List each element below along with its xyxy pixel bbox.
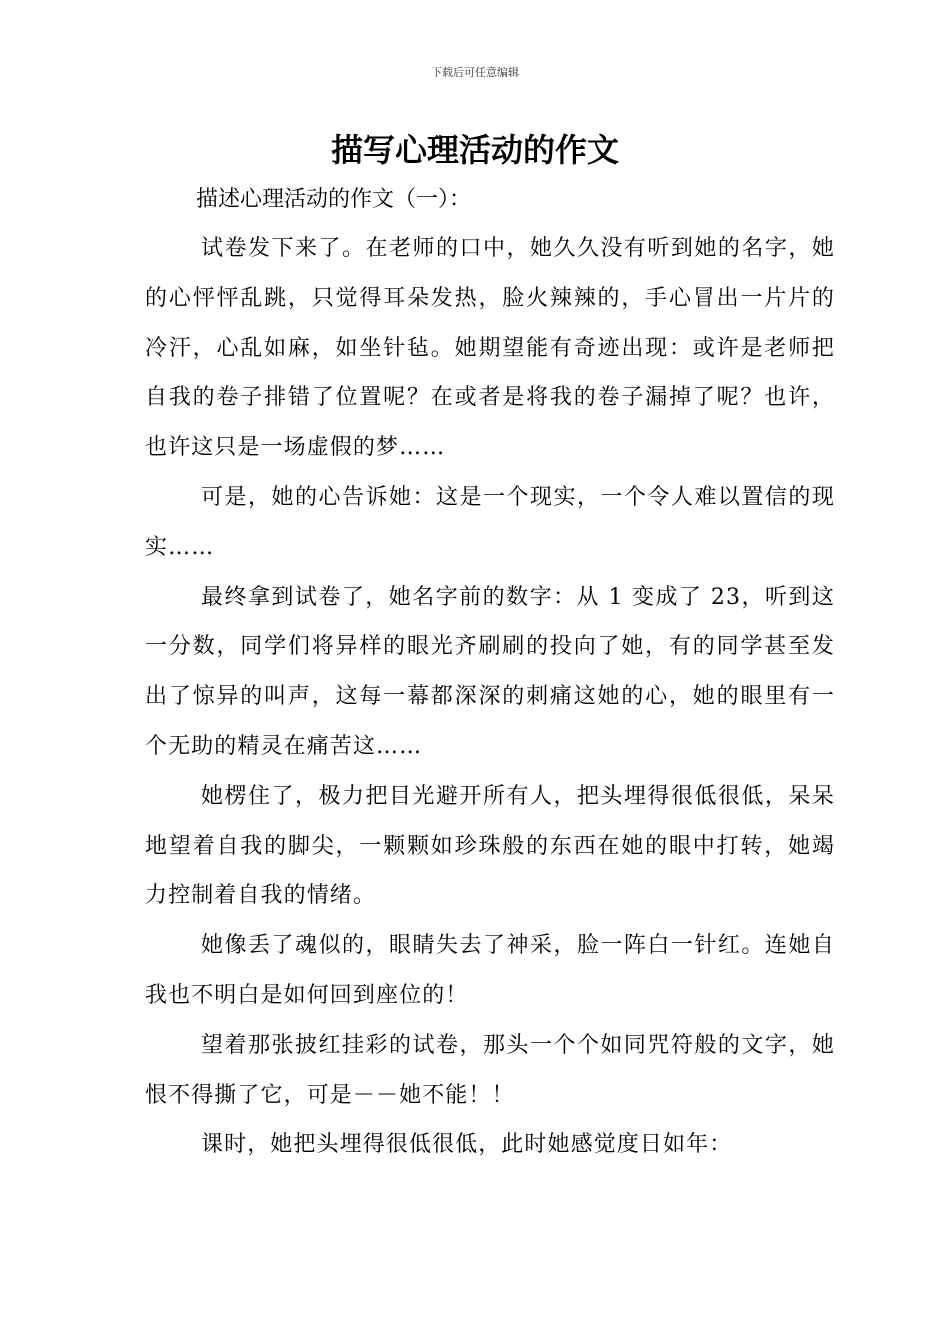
paragraph-4: 她楞住了，极力把目光避开所有人，把头埋得很低很低，呆呆地望着自我的脚尖，一颗颗如珍珠般的东西在她的眼中打转，她竭力控制着自我的情绪。 bbox=[145, 783, 835, 909]
section-subtitle: 描述心理活动的作文（一）： bbox=[196, 187, 472, 212]
essay-body bbox=[145, 224, 835, 1170]
paragraph-7: 课时，她把头埋得很低很低，此时她感觉度日如年： bbox=[201, 1132, 733, 1158]
paragraph-1: 试卷发下来了。在老师的口中，她久久没有听到她的名字，她的心怦怦乱跳，只觉得耳朵发热，脸火辣辣的，手心冒出一片片的冷汗，心乱如麻，如坐针毡。她期望能有奇迹出现：或许是老师把自我的卷子排错了位置呢？在或者是将我的卷子漏掉了呢？也许，也许这只是一场虚假的梦…… bbox=[145, 236, 835, 461]
document-title: 描写心理活动的作文 bbox=[330, 131, 619, 169]
paragraph-5: 她像丢了魂似的，眼睛失去了神采，脸一阵白一针红。连她自我也不明白是如何回到座位的！ bbox=[145, 933, 835, 1008]
paragraph-2: 可是，她的心告诉她：这是一个现实，一个令人难以置信的现实…… bbox=[145, 484, 835, 560]
header-note: 下载后可任意编辑 bbox=[431, 66, 519, 79]
paragraph-3: 最终拿到试卷了，她名字前的数字：从 1 变成了 23，听到这一分数，同学们将异样的眼光齐刷刷的投向了她，有的同学甚至发出了惊异的叫声，这每一幕都深深的刺痛这她的心，她的眼里有一个无助的精灵在痛苦这…… bbox=[145, 584, 835, 759]
paragraph-6: 望着那张披红挂彩的试卷，那头一个个如同咒符般的文字，她恨不得撕了它，可是－－她不能！！ bbox=[145, 1032, 835, 1108]
